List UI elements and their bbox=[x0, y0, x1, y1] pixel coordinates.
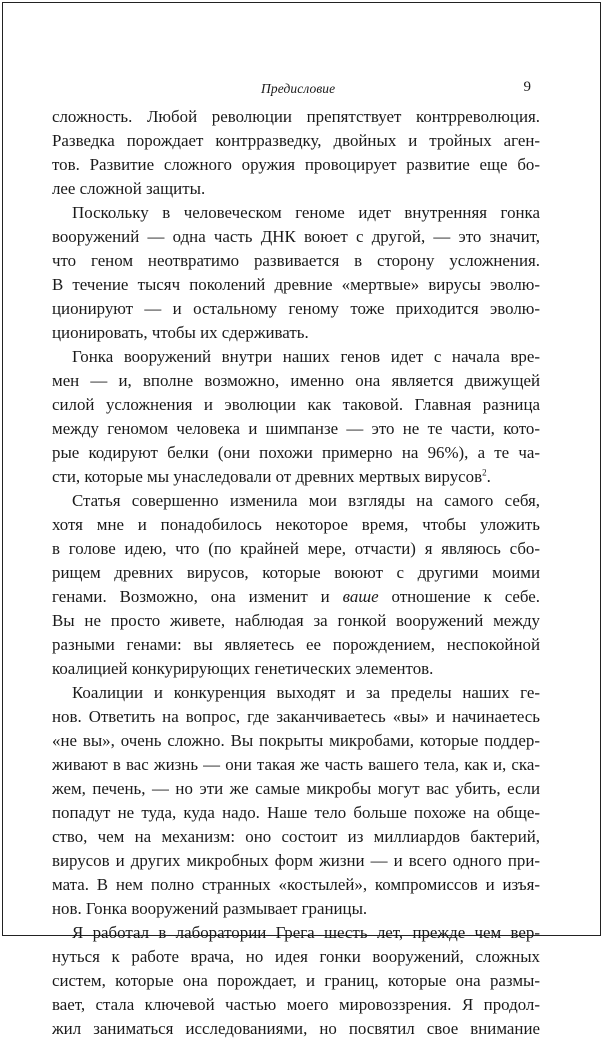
text-line: между геномом человека и шимпанзе — это не те части, кото- bbox=[52, 419, 540, 438]
text-line: ство, чем на механизм: оно состоит из миллиардов бактерий, bbox=[52, 827, 540, 846]
text-line: вирусов и других микробных форм жизни — и всего одного при- bbox=[52, 851, 540, 870]
paragraph-4 bbox=[52, 489, 540, 681]
paragraph-1 bbox=[52, 105, 540, 201]
text-line: лее сложной защиты. bbox=[52, 179, 206, 198]
text-line: живают в вас жизнь — они такая же часть вашего тела, как и, ска- bbox=[52, 755, 540, 774]
text-line: нов. Ответить на вопрос, где заканчиваетесь «вы» и начинаетесь bbox=[52, 707, 540, 726]
paragraph-3 bbox=[52, 345, 540, 489]
text-line: Статья совершенно изменила мои взгляды на самого себя, bbox=[72, 491, 540, 510]
text-line: вает, стала ключевой частью моего мировоззрения. Я продол- bbox=[52, 995, 540, 1014]
footnote-mark[interactable]: 2 bbox=[482, 467, 487, 478]
text-line: в голове идею, что (по крайней мере, отчасти) я являюсь сбо- bbox=[52, 539, 540, 558]
text-line: жил заниматься исследованиями, но посвятил свое внимание bbox=[52, 1019, 540, 1038]
text-fragment: сти, которые мы унаследовали от древних мертвых вирусов bbox=[52, 467, 483, 486]
text-line: «не вы», очень сложно. Вы покрыты микробами, которые поддер- bbox=[52, 731, 540, 750]
text-line: Я работал в лаборатории Грега шесть лет, прежде чем вер- bbox=[72, 923, 540, 942]
text-fragment: . bbox=[486, 467, 491, 486]
text-line: сложность. Любой революции препятствует контрреволюция. bbox=[52, 107, 540, 126]
paragraph-6 bbox=[52, 921, 540, 1041]
text-line: Вы не просто живете, наблюдая за гонкой вооружений между bbox=[52, 611, 540, 630]
text-line: Поскольку в человеческом геноме идет внутренняя гонка bbox=[72, 203, 540, 222]
text-line: разными генами: вы являетесь ее порождением, неспокойной bbox=[52, 635, 540, 654]
text-line: мата. В нем полно странных «костылей», компромиссов и изъя- bbox=[52, 875, 540, 894]
text-line: систем, которые она порождает, и границ, которые она размы- bbox=[52, 971, 540, 990]
paragraph-5 bbox=[52, 681, 540, 921]
text-line: вооружений — одна часть ДНК воюет с другой, — это значит, bbox=[52, 227, 540, 246]
text-line: мен — и, вполне возможно, именно она является движущей bbox=[52, 371, 540, 390]
text-line: рищем древних вирусов, которые воюют с другими моими bbox=[52, 563, 540, 582]
body-text bbox=[52, 105, 540, 1041]
page-number: 9 bbox=[523, 79, 531, 95]
text-line: ционировать, чтобы их сдерживать. bbox=[52, 323, 309, 342]
running-head bbox=[55, 81, 543, 101]
text-fragment: генами. Возможно, она изменит и bbox=[52, 587, 330, 606]
text-line: коалицией конкурирующих генетических элементов. bbox=[52, 659, 434, 678]
text-line: ционируют — и остальному геному тоже приходится эволю- bbox=[52, 299, 540, 318]
text-line: рые кодируют белки (они похожи примерно на 96%), а те ча- bbox=[52, 443, 540, 462]
text-line: жем, печень, — но эти же самые микробы могут вас убить, если bbox=[52, 779, 540, 798]
text-line: Коалиции и конкуренция выходят и за пределы наших ге- bbox=[72, 683, 540, 702]
text-line: хотя мне и понадобилось некоторое время, чтобы уложить bbox=[52, 515, 540, 534]
text-line-with-italic bbox=[52, 585, 540, 609]
text-line: нуться к работе врача, но идея гонки вооружений, сложных bbox=[52, 947, 540, 966]
running-title: Предисловие bbox=[261, 81, 336, 96]
italic-word: ваше bbox=[342, 587, 379, 606]
text-line: Гонка вооружений внутри наших генов идет с начала вре- bbox=[72, 347, 540, 366]
text-line-with-footnote bbox=[52, 465, 540, 489]
text-line: попадут не туда, куда надо. Наше тело больше похоже на обще- bbox=[52, 803, 540, 822]
paragraph-2 bbox=[52, 201, 540, 345]
text-line: Разведка порождает контрразведку, двойных и тройных аген- bbox=[52, 131, 540, 150]
text-line: В течение тысяч поколений древние «мертвые» вирусы эволю- bbox=[52, 275, 540, 294]
text-line: силой усложнения и эволюции как таковой. Главная разница bbox=[52, 395, 540, 414]
text-line: тов. Развитие сложного оружия провоцирует развитие еще бо- bbox=[52, 155, 540, 174]
text-line: нов. Гонка вооружений размывает границы. bbox=[52, 899, 368, 918]
text-fragment: отношение к себе. bbox=[391, 587, 540, 606]
text-line: что геном неотвратимо развивается в сторону усложнения. bbox=[52, 251, 540, 270]
